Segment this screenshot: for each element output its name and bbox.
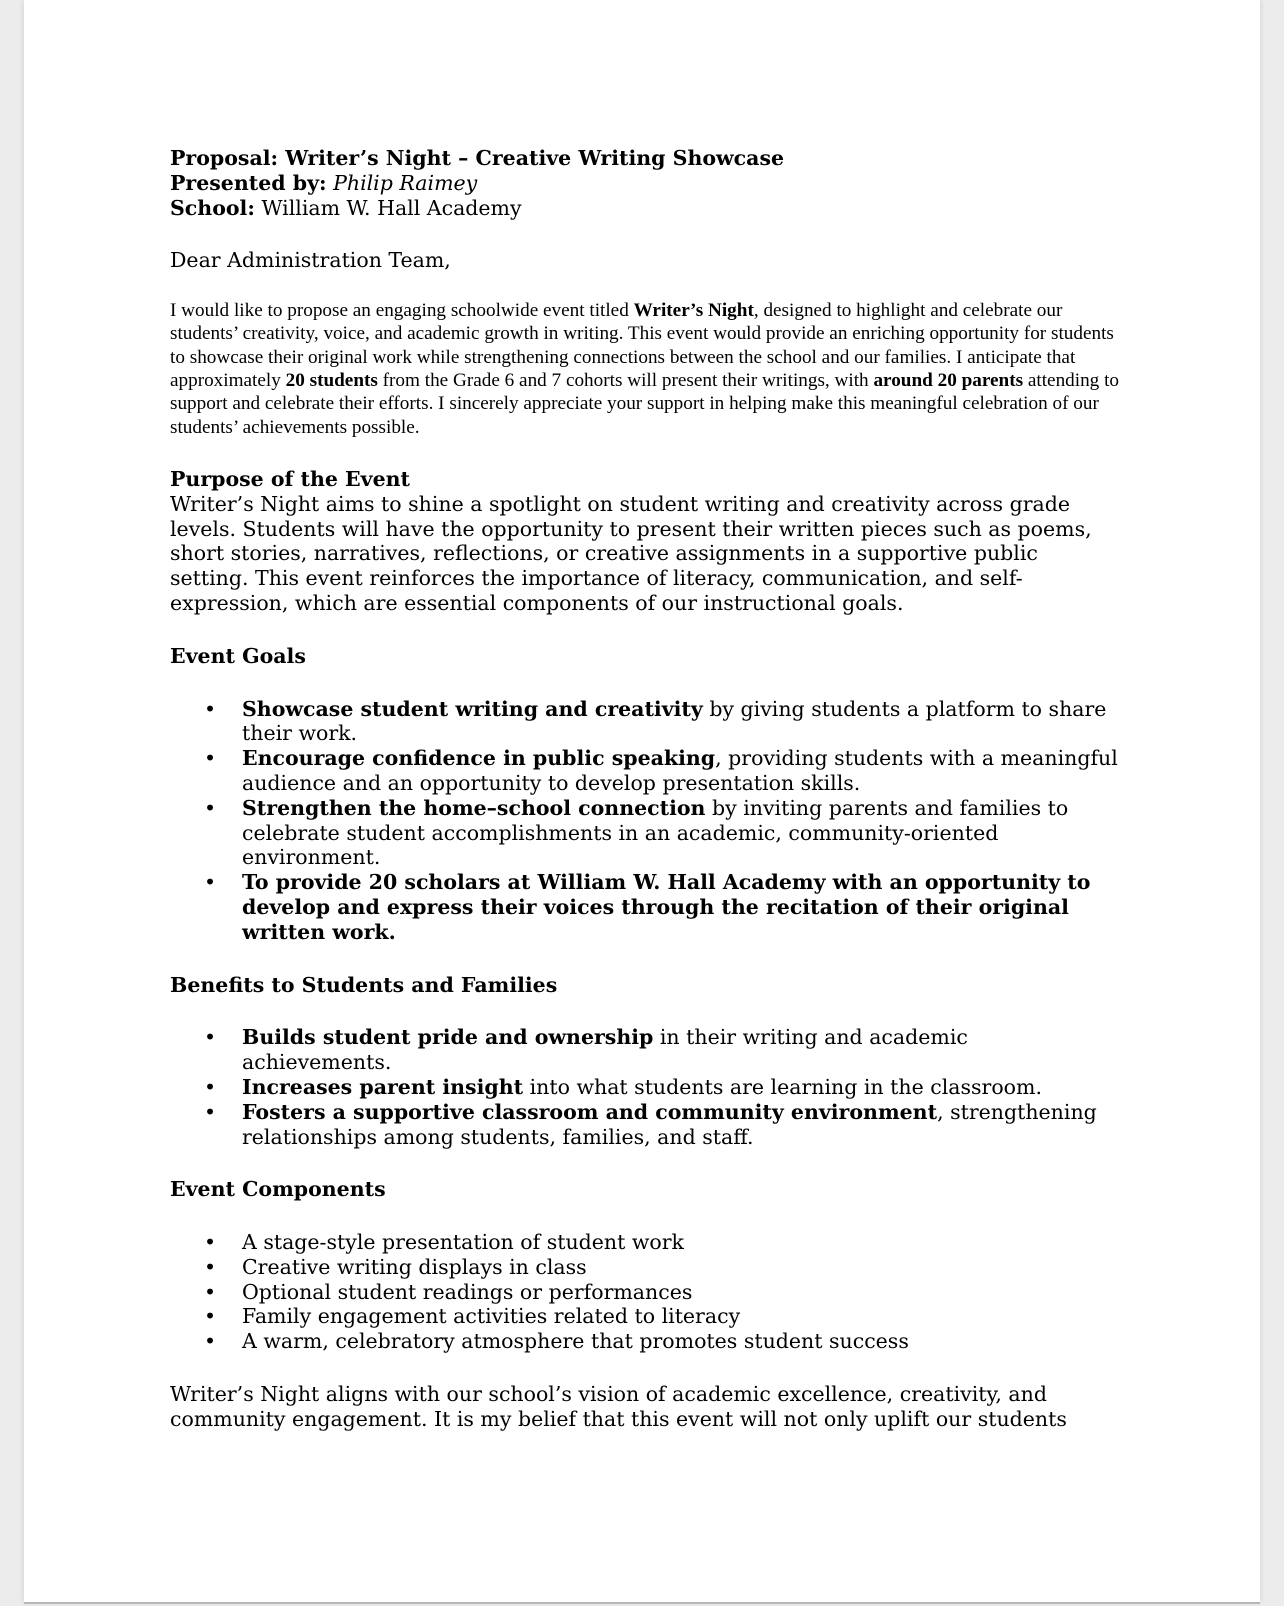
components-heading: Event Components xyxy=(170,1177,386,1202)
goal-emphasis: To provide 20 scholars at William W. Hall Academy with an opportunity to develop and express their voices through the recitation of their original written work. xyxy=(242,870,1091,944)
intro-paragraph xyxy=(170,299,1120,439)
bullet-icon: • xyxy=(204,1230,217,1255)
list-item xyxy=(170,1280,1120,1305)
school-name: William W. Hall Academy xyxy=(261,195,522,220)
list-item xyxy=(170,1075,1120,1100)
list-item xyxy=(170,746,1120,796)
intro-parent-count: around 20 parents xyxy=(873,370,1024,392)
benefit-text: , strengthening relationships among students, families, and staff. xyxy=(242,1099,1097,1149)
components-list xyxy=(170,1230,1120,1354)
benefit-emphasis: Builds student pride and ownership xyxy=(242,1025,654,1050)
intro-text-2: , designed to highlight and celebrate our students’ creativity, voice, and academic growth in writing. This event would provide an enriching opportunity for students to showcase their original work while strengthening connections between the school and our families. I anticipate that approximately xyxy=(170,300,1114,392)
goal-text: , providing students with a meaningful audience and an opportunity to develop presentation skills. xyxy=(242,746,1118,795)
bullet-icon: • xyxy=(204,1099,217,1124)
school-label: School: xyxy=(170,195,255,220)
purpose-heading: Purpose of the Event xyxy=(170,466,410,491)
list-item xyxy=(170,1230,1120,1255)
goal-text: by giving students a platform to share their work. xyxy=(242,696,1107,746)
benefit-emphasis: Increases parent insight xyxy=(242,1074,524,1099)
bullet-icon: • xyxy=(204,1254,217,1279)
intro-text-1: I would like to propose an engaging schoolwide event titled xyxy=(170,300,634,322)
page-bottom-border xyxy=(24,1602,1260,1604)
component-text: Family engagement activities related to literacy xyxy=(242,1304,741,1329)
benefits-list xyxy=(170,1025,1120,1149)
proposal-header xyxy=(170,146,1120,220)
list-item xyxy=(170,1329,1120,1354)
goal-emphasis: Strengthen the home–school connection xyxy=(242,795,706,820)
list-item xyxy=(170,796,1120,870)
presented-by-label: Presented by: xyxy=(170,170,327,195)
school-line xyxy=(170,196,1120,221)
goal-emphasis: Showcase student writing and creativity xyxy=(242,696,703,721)
purpose-paragraph: Writer’s Night aims to shine a spotlight on student writing and creativity across grade levels. Students will have the opportunity to present their written pieces such as poems, short stories, narratives, reflections, or creative assignments in a supportive public setting. This event reinforces the importance of literacy, communication, and self-expression, which are essential components of our instructional goals. xyxy=(170,491,1092,615)
closing-paragraph: Writer’s Night aligns with our school’s vision of academic excellence, creativity, and community engagement. It is my belief that this event will not only uplift our students xyxy=(170,1382,1067,1431)
presented-by-line xyxy=(170,171,1120,196)
list-item xyxy=(170,1255,1120,1280)
bullet-icon: • xyxy=(204,746,217,771)
list-item xyxy=(170,1025,1120,1075)
bullet-icon: • xyxy=(204,1329,217,1354)
bullet-icon: • xyxy=(204,1304,217,1329)
presenter-name: Philip Raimey xyxy=(333,170,478,195)
benefit-text: in their writing and academic achievements. xyxy=(242,1025,968,1075)
document-body xyxy=(170,146,1120,1432)
component-text: A warm, celebratory atmosphere that promotes student success xyxy=(242,1329,909,1354)
intro-event-name: Writer’s Night xyxy=(633,300,754,322)
benefit-emphasis: Fosters a supportive classroom and community environment xyxy=(242,1099,938,1124)
goal-text: by inviting parents and families to celebrate student accomplishments in an academic, community-oriented environment. xyxy=(242,795,1069,870)
proposal-title: Proposal: Writer’s Night – Creative Writing Showcase xyxy=(170,146,785,170)
goal-emphasis: Encourage confidence in public speaking xyxy=(242,746,716,771)
list-item xyxy=(170,870,1120,944)
benefit-text: into what students are learning in the classroom. xyxy=(523,1074,1042,1099)
bullet-icon: • xyxy=(204,1025,217,1050)
list-item xyxy=(170,1100,1120,1150)
goals-heading: Event Goals xyxy=(170,643,306,668)
intro-student-count: 20 students xyxy=(285,370,378,392)
list-item xyxy=(170,697,1120,747)
list-item xyxy=(170,1304,1120,1329)
intro-text-4: attending to support and celebrate their efforts. I sincerely appreciate your support in helping make this meaningful celebration of our students’ achievements possible. xyxy=(170,370,1119,438)
bullet-icon: • xyxy=(204,696,217,721)
salutation: Dear Administration Team, xyxy=(170,248,451,273)
bullet-icon: • xyxy=(204,870,217,895)
component-text: Optional student readings or performances xyxy=(242,1279,693,1304)
intro-text-3: from the Grade 6 and 7 cohorts will present their writings, with xyxy=(377,370,874,392)
goals-list xyxy=(170,697,1120,945)
component-text: Creative writing displays in class xyxy=(242,1254,587,1279)
bullet-icon: • xyxy=(204,1074,217,1099)
bullet-icon: • xyxy=(204,795,217,820)
benefits-heading: Benefits to Students and Families xyxy=(170,972,558,997)
bullet-icon: • xyxy=(204,1279,217,1304)
component-text: A stage-style presentation of student work xyxy=(242,1230,684,1255)
